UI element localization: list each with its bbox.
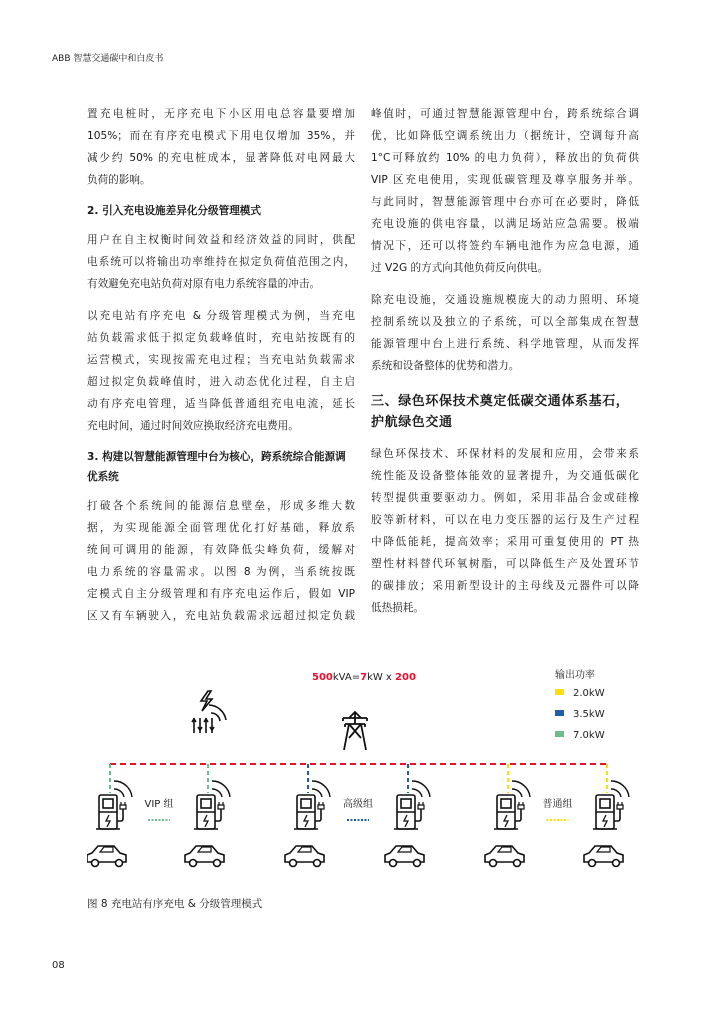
group-label: 普通组: [542, 799, 573, 810]
paragraph: [371, 103, 639, 279]
text-line: 1°C可释放约 10% 的电力负荷），释放出的负荷供: [371, 152, 639, 164]
text-line: 打破各个系统间的能源信息壁垒，形成多维大数: [87, 500, 355, 512]
figure-caption: 图 8 充电站有序充电 & 分级管理模式: [87, 898, 263, 910]
ev-charger-icon: [593, 781, 629, 829]
capacity-formula: 500kVA=7kW x 200: [312, 672, 416, 683]
paragraph: [87, 495, 355, 627]
paragraph: [371, 443, 639, 619]
legend-label: 7.0kW: [573, 730, 605, 741]
car-icon: [185, 846, 224, 867]
text-line: 中降低能耗，提高效率；采用可重复使用的 PT 热: [371, 536, 639, 548]
text-line: 置充电桩时，无序充电下小区用电总容量要增加: [87, 108, 355, 120]
text-line: 能源管理中台上进行系统、科学地管理，从而发挥: [371, 338, 639, 350]
text-line: 定模式自主分级管理和有序充电运作后，假如 VIP: [87, 588, 355, 600]
text-line: 情况下，还可以将签约车辆电池作为应急电源，通: [371, 240, 639, 252]
text-line: 区又有车辆驶入，充电站负载需求远超过拟定负载: [87, 610, 355, 622]
text-line: 塑性材料替代环氧树脂，可以降低生产及处置环节: [371, 558, 639, 570]
text-line: 充电设施的供电容量，以满足场站应急需要。极端: [371, 218, 639, 230]
left-column: [87, 103, 355, 637]
paragraph: [371, 289, 639, 377]
subsection-heading: 3. 构建以智慧能源管理中台为核心，跨系统综合能源调优系统: [87, 451, 346, 483]
car-icon: [385, 846, 424, 867]
text-line: 统间可调用的能源，有效降低尖峰负荷，缓解对: [87, 544, 355, 556]
power-tower-icon: [343, 712, 367, 750]
car-icon: [285, 846, 324, 867]
ev-charger-icon: [494, 781, 530, 829]
subsection-heading: 2. 引入充电设施差异化分级管理模式: [87, 205, 261, 217]
legend-swatch: [555, 689, 564, 695]
group-label: 高级组: [343, 799, 373, 810]
legend-label: 3.5kW: [573, 709, 605, 720]
ev-charger-icon: [394, 781, 430, 829]
text-line: 据，为实现能源全面管理优化打好基础，释放系: [87, 522, 355, 534]
text-line: 负荷的影响。: [87, 174, 151, 186]
page-number: 08: [52, 960, 65, 971]
document-header: ABB 智慧交通碳中和白皮书: [52, 54, 164, 64]
paragraph: [87, 305, 355, 437]
text-line: 峰值时，可通过智慧能源管理中台，跨系统综合调: [371, 108, 639, 120]
text-line: 有效避免充电站负荷对原有电力系统容量的冲击。: [87, 278, 321, 290]
text-line: 与此同时，智慧能源管理中台亦可在必要时，降低: [371, 196, 639, 208]
car-icon: [87, 846, 126, 867]
paragraph: [87, 229, 355, 295]
text-line: 电系统可以将输出功率维持在拟定负荷值范围之内，: [87, 256, 355, 268]
text-line: VIP 区充电使用，实现低碳管理及尊享服务并举。: [371, 174, 639, 186]
legend-swatch: [555, 710, 564, 716]
text-line: 105%；而在有序充电模式下用电仅增加 35%，并: [87, 130, 355, 142]
text-line: 控制系统以及独立的子系统，可以全部集成在智慧: [371, 316, 639, 328]
text-line: 胶等新材料，可以在电力变压器的运行及生产过程: [371, 514, 639, 526]
text-line: 绿色环保技术、环保材料的发展和应用，会带来系: [371, 448, 639, 460]
text-line: 系统和设备整体的优势和潜力。: [371, 360, 520, 372]
text-line: 减少约 50% 的充电桩成本，显著降低对电网最大: [87, 152, 355, 164]
section-heading: 三、绿色环保技术奠定低碳交通体系基石，护航绿色交通: [371, 394, 630, 430]
ev-charger-icon: [96, 781, 132, 829]
ev-charger-icon: [294, 781, 330, 829]
text-line: 优，比如降低空调系统出力（据统计，空调每升高: [371, 130, 639, 142]
text-line: 用户在自主权衡时间效益和经济效益的同时，供配: [87, 234, 355, 246]
car-icon: [485, 846, 524, 867]
legend-label: 2.0kW: [573, 688, 605, 699]
text-line: 统性能及设备整体能效的显著提升，为交通低碳化: [371, 470, 639, 482]
text-line: 电力系统的容量需求。以图 8 为例，当系统按既: [87, 566, 355, 578]
text-line: 除充电设施，交通设施规模庞大的动力照明、环境: [371, 294, 639, 306]
text-line: 动有序充电管理，适当降低普通组充电电流，延长: [87, 398, 355, 410]
text-line: 低热损耗。: [371, 602, 424, 614]
car-icon: [584, 846, 623, 867]
group-label: VIP 组: [144, 799, 174, 810]
figure-8-diagram: [87, 660, 639, 880]
text-line: 以充电站有序充电 & 分级管理模式为例，当充电: [87, 310, 355, 322]
legend-title: 输出功率: [555, 670, 595, 681]
text-line: 站负载需求低于拟定负载峰值时，充电站按既有的: [87, 332, 355, 344]
legend-swatch: [555, 731, 564, 737]
legend: [555, 688, 605, 741]
paragraph: [87, 103, 355, 191]
text-line: 超过拟定负载峰值时，进入动态优化过程，自主启: [87, 376, 355, 388]
ev-charger-icon: [194, 781, 230, 829]
text-line: 过 V2G 的方式向其他负荷反向供电。: [371, 262, 549, 274]
energy-management-icon: [192, 691, 226, 733]
text-line: 充电时间，通过时间效应换取经济充电费用。: [87, 420, 299, 432]
text-line: 转型提供重要驱动力。例如，采用非晶合金或硅橡: [371, 492, 639, 504]
right-column: [371, 103, 639, 629]
text-line: 运营模式，实现按需充电过程；当充电站负载需求: [87, 354, 355, 366]
text-line: 的碳排放；采用新型设计的主母线及元器件可以降: [371, 580, 639, 592]
